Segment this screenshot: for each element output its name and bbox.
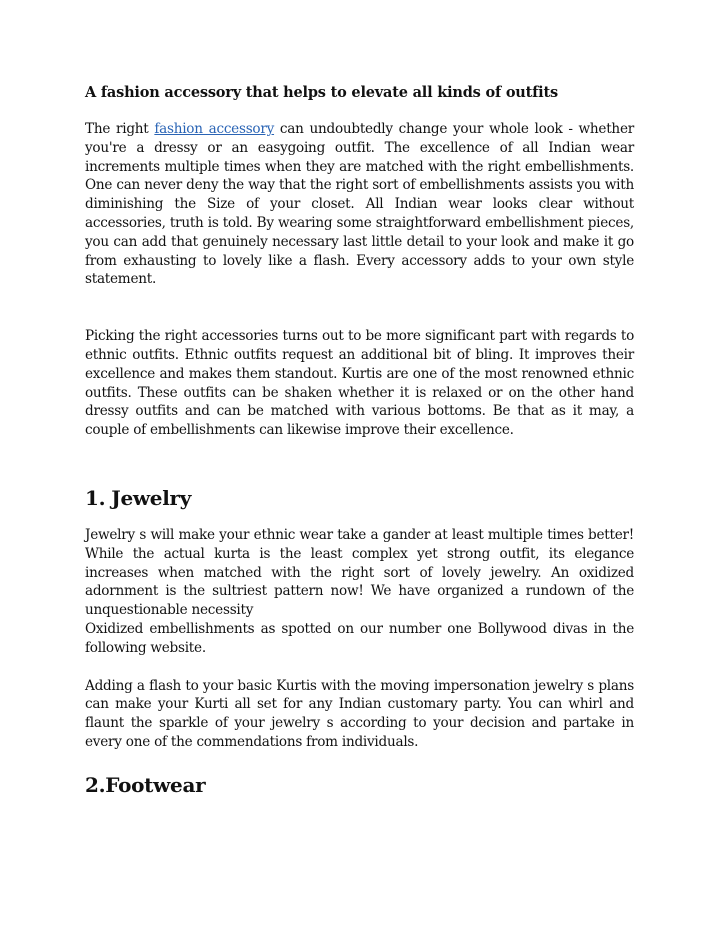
document-content xyxy=(85,82,634,813)
jewelry-text-1: Jewelry s will make your ethnic wear take a gander at least multiple times better! While the actual kurta is the least complex yet strong outfit, its elegance increases when matched with the right sort of lovely jewelry. An oxidized adornment is the sultriest pattern now! We have organized a rundown of the unquestionable necessity xyxy=(85,526,634,619)
intro-paragraph xyxy=(85,120,634,289)
document-title: A fashion accessory that helps to elevate all kinds of outfits xyxy=(85,84,558,101)
jewelry-paragraph-2: Adding a flash to your basic Kurtis with the moving impersonation jewelry s plans can make your Kurti all set for any Indian customary party. You can whirl and flaunt the sparkle of your jewelry s according to your decision and partake in every one of the commendations from individuals. xyxy=(85,677,634,750)
spacer xyxy=(85,752,634,771)
jewelry-paragraph-1 xyxy=(85,526,634,658)
section-title: Jewelry xyxy=(111,485,192,510)
intro-lead: The right xyxy=(85,121,149,137)
ethnic-outfits-paragraph: Picking the right accessories turns out to be more significant part with regards to ethnic outfits. Ethnic outfits request an additional bit of bling. It improves their excellence and makes them standout. Kurtis are one of the most renowned ethnic outfits. These outfits can be shaken whether it is relaxed or on the other hand dressy outfits and can be matched with various bottoms. Be that as it may, a couple of embellishments can likewise improve their excellence. xyxy=(85,328,634,439)
section-heading-footwear xyxy=(85,771,634,799)
intro-rest: can undoubtedly change your whole look - whether you're a dressy or an easygoing outfit. The excellence of all Indian wear increments multiple times when they are matched with the right embellishments. One can never deny the way that the right sort of embellishments assists you with diminishing the Size of your closet. All Indian wear looks clear without accessories, truth is told. By wearing some straightforward embellishment pieces, you can add that genuinely necessary last little detail to your look and make it go from exhausting to lovely like a flash. Every accessory adds to your own style statement. xyxy=(85,121,634,288)
spacer xyxy=(85,658,634,677)
section-title: Footwear xyxy=(105,772,206,797)
jewelry-text-2: Oxidized embellishments as spotted on our number one Bollywood divas in the following website. xyxy=(85,620,634,656)
fashion-accessory-link[interactable]: fashion accessory xyxy=(154,121,275,137)
section-number: 2. xyxy=(85,772,106,797)
spacer xyxy=(85,289,634,327)
spacer xyxy=(85,440,634,484)
section-number: 1. xyxy=(85,485,106,510)
section-heading-jewelry xyxy=(85,484,634,512)
